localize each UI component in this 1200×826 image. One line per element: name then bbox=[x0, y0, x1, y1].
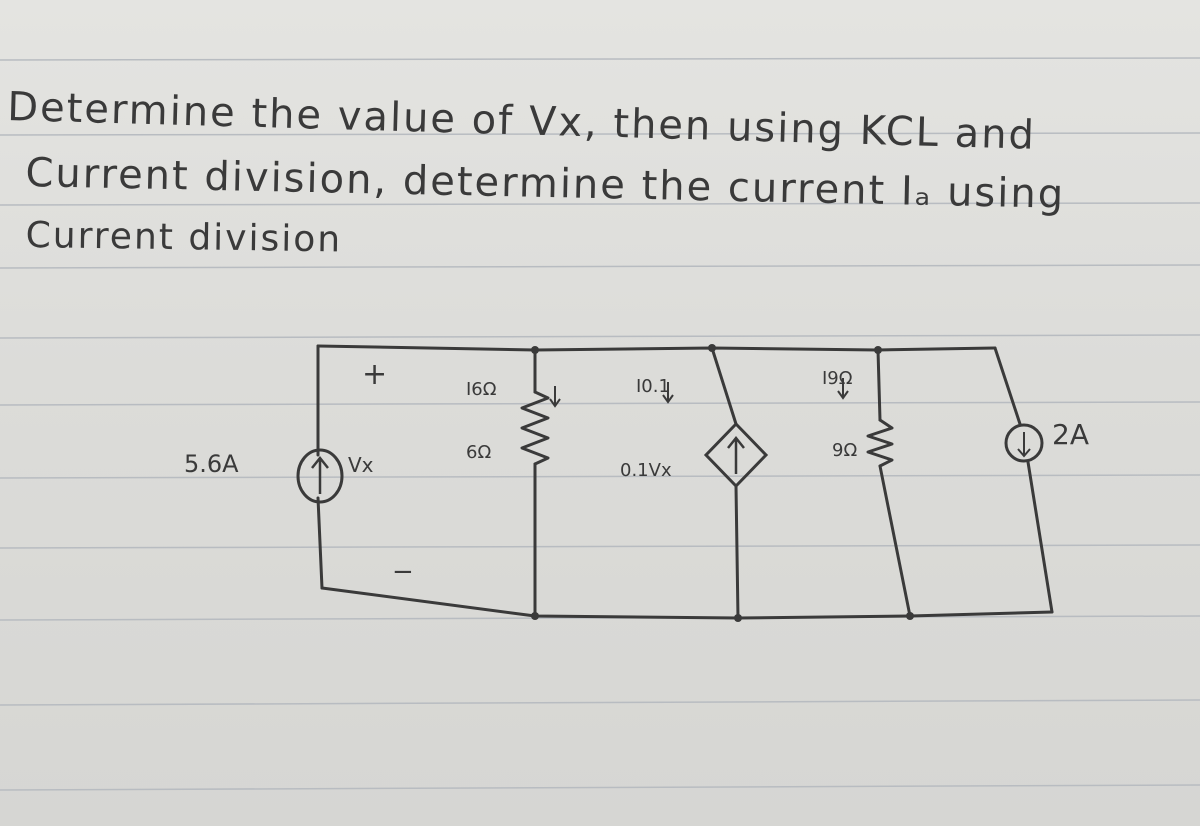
question-line-2: Current division, determine the current Iₐ using bbox=[25, 150, 1066, 218]
up-arrow-icon bbox=[312, 458, 328, 494]
dependent-current-source bbox=[706, 424, 766, 486]
source-branch-bottom bbox=[318, 498, 322, 588]
current-source-5-6a bbox=[298, 450, 342, 502]
r1-zigzag bbox=[522, 392, 548, 464]
bottom-wire bbox=[322, 588, 1052, 618]
top-wire bbox=[318, 346, 995, 350]
r2-wire-top bbox=[878, 350, 880, 420]
source2-label: 2A bbox=[1052, 418, 1089, 451]
question-line-1: Determine the value of Vx, then using KCL and bbox=[6, 84, 1037, 159]
question-line-3: Current division bbox=[25, 215, 343, 261]
dep-wire-bottom bbox=[736, 486, 738, 618]
dep-wire-top bbox=[712, 348, 736, 424]
s2-wire-top bbox=[995, 348, 1020, 424]
vx-plus-sign: + bbox=[362, 357, 388, 392]
s2-wire-bottom bbox=[1028, 462, 1052, 612]
up-arrow-icon bbox=[728, 438, 744, 474]
dependent-gain-label: 0.1Vx bbox=[620, 460, 672, 481]
i9-current-label: I9Ω bbox=[822, 368, 853, 389]
r2-resistance-label: 9Ω bbox=[832, 440, 858, 461]
vx-label: Vx bbox=[348, 453, 374, 477]
source-current-label: 5.6A bbox=[184, 450, 239, 478]
r2-wire-bottom bbox=[880, 466, 910, 616]
i6-current-label: I6Ω bbox=[466, 379, 497, 400]
vx-minus-sign: − bbox=[392, 557, 414, 587]
r2-zigzag bbox=[868, 420, 892, 466]
i0-1-current-label: I0.1 bbox=[636, 376, 670, 397]
current-source-2a bbox=[1006, 425, 1042, 461]
r1-resistance-label: 6Ω bbox=[466, 442, 492, 463]
down-arrow-icon bbox=[1018, 432, 1030, 456]
i6-down-arrow-icon bbox=[550, 386, 560, 406]
